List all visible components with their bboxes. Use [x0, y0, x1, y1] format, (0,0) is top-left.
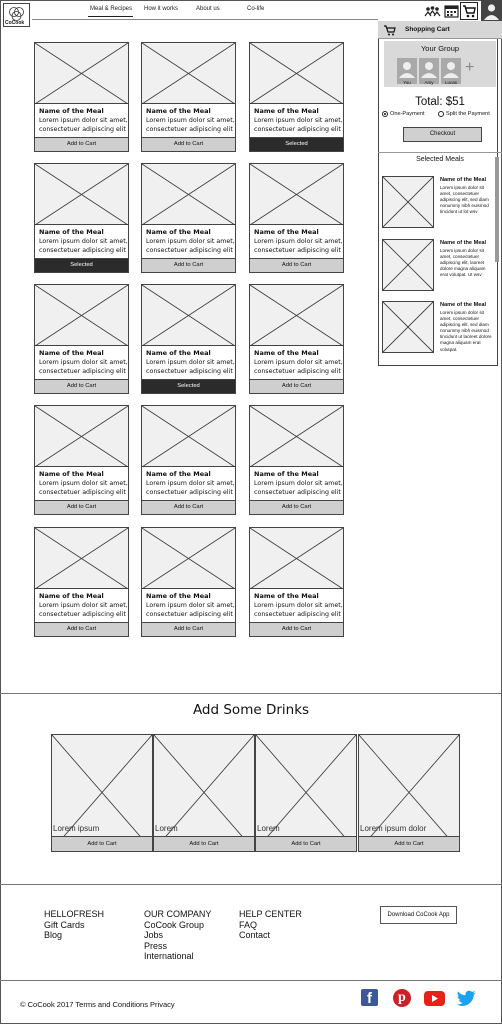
selected-meal-description: Lorem ipsum dolor sit amet, consectetuer adipiscing elit, sed diam nonummy nibh euismod tincidunt ut laoreet dolore magna aliquam erat volutpat. [440, 310, 492, 352]
meal-image[interactable] [142, 164, 235, 225]
meal-name: Name of the Meal [254, 592, 319, 600]
meal-image[interactable] [250, 164, 343, 225]
meal-description: Lorem ipsum dolor sit amet, consectetuer adipiscing elit [254, 602, 343, 618]
meal-card[interactable] [34, 163, 129, 273]
image-placeholder-icon [35, 406, 128, 467]
meal-description: Lorem ipsum dolor sit amet, consectetuer adipiscing elit [39, 359, 128, 375]
footer-link-cocook-group[interactable]: CoCook Group [144, 919, 205, 930]
meal-description: Lorem ipsum dolor sit amet, consectetuer adipiscing elit [146, 238, 235, 254]
meal-card[interactable] [249, 405, 344, 515]
drink-add-to-cart-button[interactable]: Add to Cart [51, 836, 153, 852]
image-placeholder-icon [142, 406, 235, 467]
cart-icon-button[interactable] [460, 2, 478, 20]
footer-link-press[interactable]: Press [144, 940, 168, 951]
meal-image[interactable] [250, 43, 343, 104]
selected-meal-name: Name of the Meal [440, 240, 487, 246]
footer-link-jobs[interactable]: Jobs [144, 930, 164, 940]
radio-one-payment[interactable] [382, 111, 388, 117]
image-placeholder-icon [142, 164, 235, 225]
meal-image[interactable] [35, 528, 128, 589]
meal-card[interactable] [141, 42, 236, 152]
image-placeholder-icon [250, 43, 343, 104]
meal-card[interactable] [141, 163, 236, 273]
cart-scrollbar[interactable] [495, 157, 499, 262]
meal-description: Lorem ipsum dolor sit amet, consectetuer adipiscing elit [39, 480, 128, 496]
section-divider [0, 693, 502, 694]
image-placeholder-icon [35, 528, 128, 589]
add-member-icon[interactable]: + [465, 59, 475, 76]
add-to-cart-button[interactable]: Add to Cart [142, 137, 235, 151]
drink-image[interactable] [51, 734, 153, 851]
meal-name: Name of the Meal [39, 592, 104, 600]
image-placeholder-icon [250, 164, 343, 225]
drink-image[interactable] [358, 734, 460, 851]
copyright-text: © CoCook 2017 Terms and Conditions Privacy [20, 1000, 175, 1009]
add-to-cart-button[interactable]: Add to Cart [250, 500, 343, 514]
image-placeholder-icon [142, 528, 235, 589]
meal-image[interactable] [250, 528, 343, 589]
meal-name: Name of the Meal [39, 107, 104, 115]
meal-description: Lorem ipsum dolor sit amet, consectetuer adipiscing elit [146, 480, 235, 496]
nav-how-it-works[interactable]: How it works [144, 6, 179, 12]
drink-add-to-cart-button[interactable]: Add to Cart [153, 836, 255, 852]
drink-add-to-cart-button[interactable]: Add to Cart [255, 836, 357, 852]
image-placeholder-icon [35, 285, 128, 346]
drink-image[interactable] [153, 734, 255, 851]
drink-label: Lorem ipsum [53, 824, 100, 833]
cart-header [378, 21, 502, 39]
meal-image[interactable] [250, 406, 343, 467]
drink-image[interactable] [255, 734, 357, 851]
meal-name: Name of the Meal [146, 349, 211, 357]
pinterest-icon[interactable]: p [393, 989, 411, 1007]
drink-label: Lorem ipsum dolor [360, 824, 427, 833]
drink-label: Lorem [257, 824, 280, 833]
meal-name: Name of the Meal [146, 107, 211, 115]
image-placeholder-icon [142, 43, 235, 104]
image-placeholder-icon [250, 528, 343, 589]
footer-link-gift-cards[interactable]: Gift Cards [44, 919, 85, 930]
meal-description: Lorem ipsum dolor sit amet, consectetuer adipiscing elit [39, 602, 128, 618]
footer-heading: HELP CENTER [239, 909, 302, 919]
footer-link-blog[interactable]: Blog [44, 930, 63, 940]
meal-card[interactable] [141, 284, 236, 394]
meal-image[interactable] [35, 43, 128, 104]
nav-co-life[interactable]: Co-life [247, 6, 265, 12]
member-label: Amy [424, 80, 434, 85]
image-placeholder-icon [250, 285, 343, 346]
radio-split-payment-label: Split the Payment [446, 111, 490, 117]
meal-card[interactable] [249, 42, 344, 152]
meal-name: Name of the Meal [146, 592, 211, 600]
meal-card[interactable] [249, 163, 344, 273]
meal-card[interactable] [249, 527, 344, 637]
meal-description: Lorem ipsum dolor sit amet, consectetuer adipiscing elit [254, 480, 343, 496]
meal-description: Lorem ipsum dolor sit amet, consectetuer adipiscing elit [39, 238, 128, 254]
selected-button[interactable]: Selected [142, 379, 235, 393]
group-title: Your Group [420, 44, 460, 53]
cart-divider [378, 152, 502, 153]
meal-name: Name of the Meal [254, 107, 319, 115]
meal-card[interactable] [34, 405, 129, 515]
meal-name: Name of the Meal [254, 349, 319, 357]
cart-icon [461, 3, 477, 19]
meal-name: Name of the Meal [254, 228, 319, 236]
add-to-cart-button[interactable]: Add to Cart [250, 379, 343, 393]
meal-description: Lorem ipsum dolor sit amet, consectetuer adipiscing elit [146, 602, 235, 618]
meal-description: Lorem ipsum dolor sit amet, consectetuer adipiscing elit [39, 117, 128, 133]
footer-link-international[interactable]: International [144, 951, 194, 961]
logo[interactable] [3, 3, 30, 27]
add-to-cart-button[interactable]: Add to Cart [142, 500, 235, 514]
add-to-cart-button[interactable]: Add to Cart [35, 622, 128, 636]
footer-link-faq[interactable]: FAQ [239, 919, 258, 930]
image-placeholder-icon [35, 164, 128, 225]
meal-card[interactable] [34, 527, 129, 637]
footer-heading: HELLOFRESH [44, 909, 105, 919]
member-label: You [403, 80, 411, 85]
meal-description: Lorem ipsum dolor sit amet, consectetuer adipiscing elit [254, 238, 343, 254]
selected-button[interactable]: Selected [250, 137, 343, 151]
radio-split-payment[interactable] [438, 111, 444, 117]
meal-card[interactable] [141, 527, 236, 637]
meal-name: Name of the Meal [146, 470, 211, 478]
footer-col-company [144, 909, 211, 962]
image-placeholder-icon [383, 302, 433, 352]
selected-button[interactable]: Selected [35, 258, 128, 272]
selected-meal-thumbnail[interactable] [382, 239, 434, 291]
meal-description: Lorem ipsum dolor sit amet, consectetuer adipiscing elit [254, 359, 343, 375]
drink-label: Lorem [155, 824, 178, 833]
nav-meal-recipes[interactable]: Meal & Recipes [90, 6, 133, 12]
footer-col-help [239, 909, 302, 941]
image-placeholder-icon [383, 240, 433, 290]
meal-image[interactable] [35, 164, 128, 225]
add-to-cart-button[interactable]: Add to Cart [35, 379, 128, 393]
meal-card[interactable] [249, 284, 344, 394]
add-to-cart-button[interactable]: Add to Cart [35, 500, 128, 514]
facebook-icon[interactable]: f [361, 989, 378, 1006]
youtube-icon[interactable] [424, 991, 445, 1006]
selected-meal-name: Name of the Meal [440, 177, 487, 183]
meal-card[interactable] [141, 405, 236, 515]
checkout-button[interactable]: Checkout [403, 127, 482, 142]
meal-name: Name of the Meal [39, 228, 104, 236]
image-placeholder-icon [383, 177, 433, 227]
image-placeholder-icon [250, 406, 343, 467]
meal-description: Lorem ipsum dolor sit amet, consectetuer adipiscing elit [254, 117, 343, 133]
selected-meal-thumbnail[interactable] [382, 176, 434, 228]
account-avatar[interactable] [481, 0, 502, 21]
meal-image[interactable] [142, 285, 235, 346]
footer-heading: OUR COMPANY [144, 909, 212, 919]
nav-active-underline [88, 16, 133, 17]
member-label: Lucas [444, 80, 457, 85]
footer-link-contact[interactable]: Contact [239, 930, 271, 940]
meal-name: Name of the Meal [254, 470, 319, 478]
selected-meal-thumbnail[interactable] [382, 301, 434, 353]
selected-meal-description: Lorem ipsum dolor sit amet, consectetuer adipiscing elit, laoreet dolore magna aliquam erat volutpat. Ut wsv [440, 248, 486, 278]
drink-add-to-cart-button[interactable]: Add to Cart [358, 836, 460, 852]
add-to-cart-button[interactable]: Add to Cart [250, 258, 343, 272]
meal-image[interactable] [250, 285, 343, 346]
image-placeholder-icon [35, 43, 128, 104]
logo-text: CoCook [5, 20, 25, 26]
header-divider [32, 19, 378, 20]
drinks-title: Add Some Drinks [192, 702, 310, 718]
meal-name: Name of the Meal [146, 228, 211, 236]
footer-divider [0, 884, 502, 885]
footer-bottom-divider [0, 980, 502, 981]
radio-one-payment-label: One-Payment [390, 111, 425, 117]
meal-image[interactable] [142, 43, 235, 104]
add-to-cart-button[interactable]: Add to Cart [142, 622, 235, 636]
cart-icon [383, 24, 396, 36]
add-to-cart-button[interactable]: Add to Cart [250, 622, 343, 636]
logo-icon [8, 6, 25, 21]
selected-meals-title: Selected Meals [416, 156, 464, 163]
calendar-icon[interactable] [443, 3, 460, 19]
meal-name: Name of the Meal [39, 470, 104, 478]
cart-total: Total: $51 [415, 96, 465, 108]
selected-meal-name: Name of the Meal [440, 302, 487, 308]
meal-image[interactable] [142, 528, 235, 589]
group-icon[interactable] [424, 3, 441, 19]
meal-image[interactable] [142, 406, 235, 467]
nav-about-us[interactable]: About us [196, 6, 220, 12]
meal-image[interactable] [35, 406, 128, 467]
meal-description: Lorem ipsum dolor sit amet, consectetuer adipiscing elit [146, 117, 235, 133]
user-icon [481, 0, 502, 21]
add-to-cart-button[interactable]: Add to Cart [35, 137, 128, 151]
meal-name: Name of the Meal [39, 349, 104, 357]
image-placeholder-icon [142, 285, 235, 346]
download-app-button[interactable]: Download CoCook App [380, 906, 457, 924]
footer-col-hellofresh [44, 909, 104, 941]
add-to-cart-button[interactable]: Add to Cart [142, 258, 235, 272]
cart-title: Shopping Cart [405, 26, 450, 33]
meal-card[interactable] [34, 284, 129, 394]
meal-description: Lorem ipsum dolor sit amet, consectetuer adipiscing elit [146, 359, 235, 375]
selected-meal-description: Lorem ipsum dolor sit amet, consectetuer adipiscing elit, sed diam nonummy nibh euismod tincidunt ut lot wsv [440, 185, 489, 215]
twitter-icon[interactable] [457, 990, 477, 1007]
meal-image[interactable] [35, 285, 128, 346]
meal-card[interactable] [34, 42, 129, 152]
